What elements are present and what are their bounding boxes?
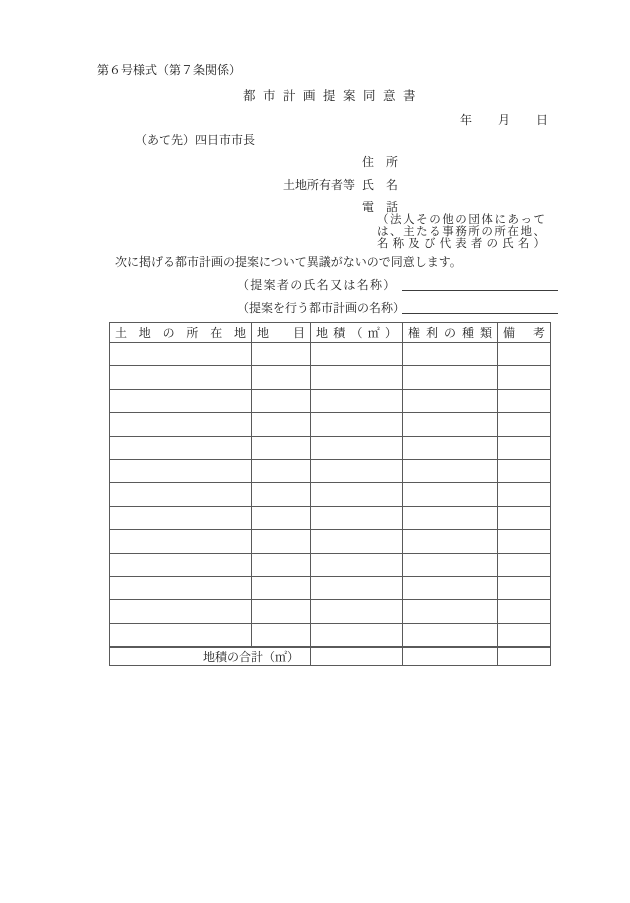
plan-name-label: （提案を行う都市計画の名称）	[237, 301, 406, 315]
header-cell-right-type: 権利の種類	[403, 323, 498, 343]
cell-land-area[interactable]	[311, 576, 403, 599]
cell-right-type[interactable]	[403, 436, 498, 459]
cell-land-category[interactable]	[252, 530, 311, 553]
cell-land-category[interactable]	[252, 483, 311, 506]
cell-remarks[interactable]	[498, 413, 551, 436]
cell-location[interactable]	[110, 506, 252, 529]
cell-remarks[interactable]	[498, 366, 551, 389]
cell-land-category[interactable]	[252, 623, 311, 647]
table-row	[110, 436, 551, 459]
header-cell-land-category: 地目	[252, 323, 311, 343]
cell-location[interactable]	[110, 413, 252, 436]
cell-right-type[interactable]	[403, 506, 498, 529]
cell-land-category[interactable]	[252, 600, 311, 623]
table-row	[110, 600, 551, 623]
table-header-row	[110, 323, 551, 343]
header-cell-remarks: 備考	[498, 323, 551, 343]
cell-right-type[interactable]	[403, 553, 498, 576]
cell-right-type[interactable]	[403, 366, 498, 389]
cell-remarks[interactable]	[498, 436, 551, 459]
cell-land-area[interactable]	[311, 389, 403, 412]
table-row	[110, 623, 551, 647]
cell-location[interactable]	[110, 343, 252, 366]
cell-remarks[interactable]	[498, 483, 551, 506]
cell-right-type[interactable]	[403, 389, 498, 412]
landowner-label: 土地所有者等	[283, 178, 356, 192]
table-row	[110, 576, 551, 599]
cell-location[interactable]	[110, 530, 252, 553]
total-rights-cell[interactable]	[403, 647, 498, 666]
cell-land-category[interactable]	[252, 366, 311, 389]
cell-remarks[interactable]	[498, 600, 551, 623]
cell-right-type[interactable]	[403, 623, 498, 647]
cell-remarks[interactable]	[498, 389, 551, 412]
phone-label: 電 話	[362, 200, 399, 214]
table-row	[110, 459, 551, 482]
day-label: 日	[536, 113, 549, 127]
cell-right-type[interactable]	[403, 343, 498, 366]
table-row	[110, 343, 551, 366]
page-title: 都市計画提案同意書	[243, 89, 424, 103]
cell-land-category[interactable]	[252, 389, 311, 412]
cell-location[interactable]	[110, 459, 252, 482]
header-cell-land-area: 地積（㎡）	[311, 323, 403, 343]
year-label: 年	[460, 113, 473, 127]
corporate-note-line: 名称及び代表者の氏名）	[377, 237, 545, 250]
cell-land-area[interactable]	[311, 600, 403, 623]
cell-location[interactable]	[110, 366, 252, 389]
table-row	[110, 389, 551, 412]
cell-land-area[interactable]	[311, 459, 403, 482]
proposer-name-label: （提案者の氏名又は名称）	[237, 278, 397, 292]
cell-land-area[interactable]	[311, 413, 403, 436]
plan-name-blank-field[interactable]	[402, 303, 558, 314]
cell-land-category[interactable]	[252, 506, 311, 529]
cell-land-area[interactable]	[311, 530, 403, 553]
table-row	[110, 530, 551, 553]
cell-land-category[interactable]	[252, 436, 311, 459]
cell-right-type[interactable]	[403, 530, 498, 553]
table-row	[110, 483, 551, 506]
total-remarks-cell[interactable]	[498, 647, 551, 666]
cell-right-type[interactable]	[403, 459, 498, 482]
cell-land-category[interactable]	[252, 553, 311, 576]
cell-remarks[interactable]	[498, 576, 551, 599]
cell-location[interactable]	[110, 553, 252, 576]
cell-land-area[interactable]	[311, 553, 403, 576]
date-line	[460, 111, 548, 128]
form-number: 第６号様式（第７条関係）	[97, 63, 242, 77]
total-area-cell[interactable]	[311, 647, 403, 666]
cell-land-category[interactable]	[252, 413, 311, 436]
cell-right-type[interactable]	[403, 600, 498, 623]
cell-land-area[interactable]	[311, 506, 403, 529]
addressee: （あて先）四日市市長	[135, 133, 256, 147]
total-label-cell: 地積の合計（㎡）	[110, 647, 311, 666]
table-row	[110, 366, 551, 389]
address-label: 住 所	[362, 155, 399, 169]
cell-remarks[interactable]	[498, 553, 551, 576]
cell-location[interactable]	[110, 389, 252, 412]
cell-remarks[interactable]	[498, 506, 551, 529]
corporate-note-line: （法人その他の団体にあって	[377, 214, 545, 226]
cell-land-area[interactable]	[311, 366, 403, 389]
cell-location[interactable]	[110, 576, 252, 599]
cell-location[interactable]	[110, 436, 252, 459]
cell-location[interactable]	[110, 623, 252, 647]
cell-land-area[interactable]	[311, 623, 403, 647]
consent-sentence: 次に掲げる都市計画の提案について異議がないので同意します。	[115, 255, 462, 269]
table-row	[110, 413, 551, 436]
table-row	[110, 553, 551, 576]
cell-land-area[interactable]	[311, 343, 403, 366]
corporate-note	[377, 215, 545, 250]
cell-remarks[interactable]	[498, 343, 551, 366]
cell-land-area[interactable]	[311, 436, 403, 459]
cell-right-type[interactable]	[403, 483, 498, 506]
proposer-name-blank-field[interactable]	[402, 280, 558, 291]
header-cell-location: 土地の所在地	[110, 323, 252, 343]
month-label: 月	[498, 113, 511, 127]
table-row	[110, 506, 551, 529]
cell-remarks[interactable]	[498, 459, 551, 482]
cell-location[interactable]	[110, 600, 252, 623]
cell-location[interactable]	[110, 483, 252, 506]
corporate-note-line: は、主たる事務所の所在地、	[377, 225, 545, 238]
cell-remarks[interactable]	[498, 623, 551, 647]
total-row	[110, 647, 551, 666]
cell-land-category[interactable]	[252, 459, 311, 482]
cell-land-area[interactable]	[311, 483, 403, 506]
cell-land-category[interactable]	[252, 343, 311, 366]
land-parcel-table	[109, 322, 551, 666]
cell-right-type[interactable]	[403, 413, 498, 436]
cell-land-category[interactable]	[252, 576, 311, 599]
cell-right-type[interactable]	[403, 576, 498, 599]
name-label: 氏 名	[362, 178, 399, 192]
cell-remarks[interactable]	[498, 530, 551, 553]
